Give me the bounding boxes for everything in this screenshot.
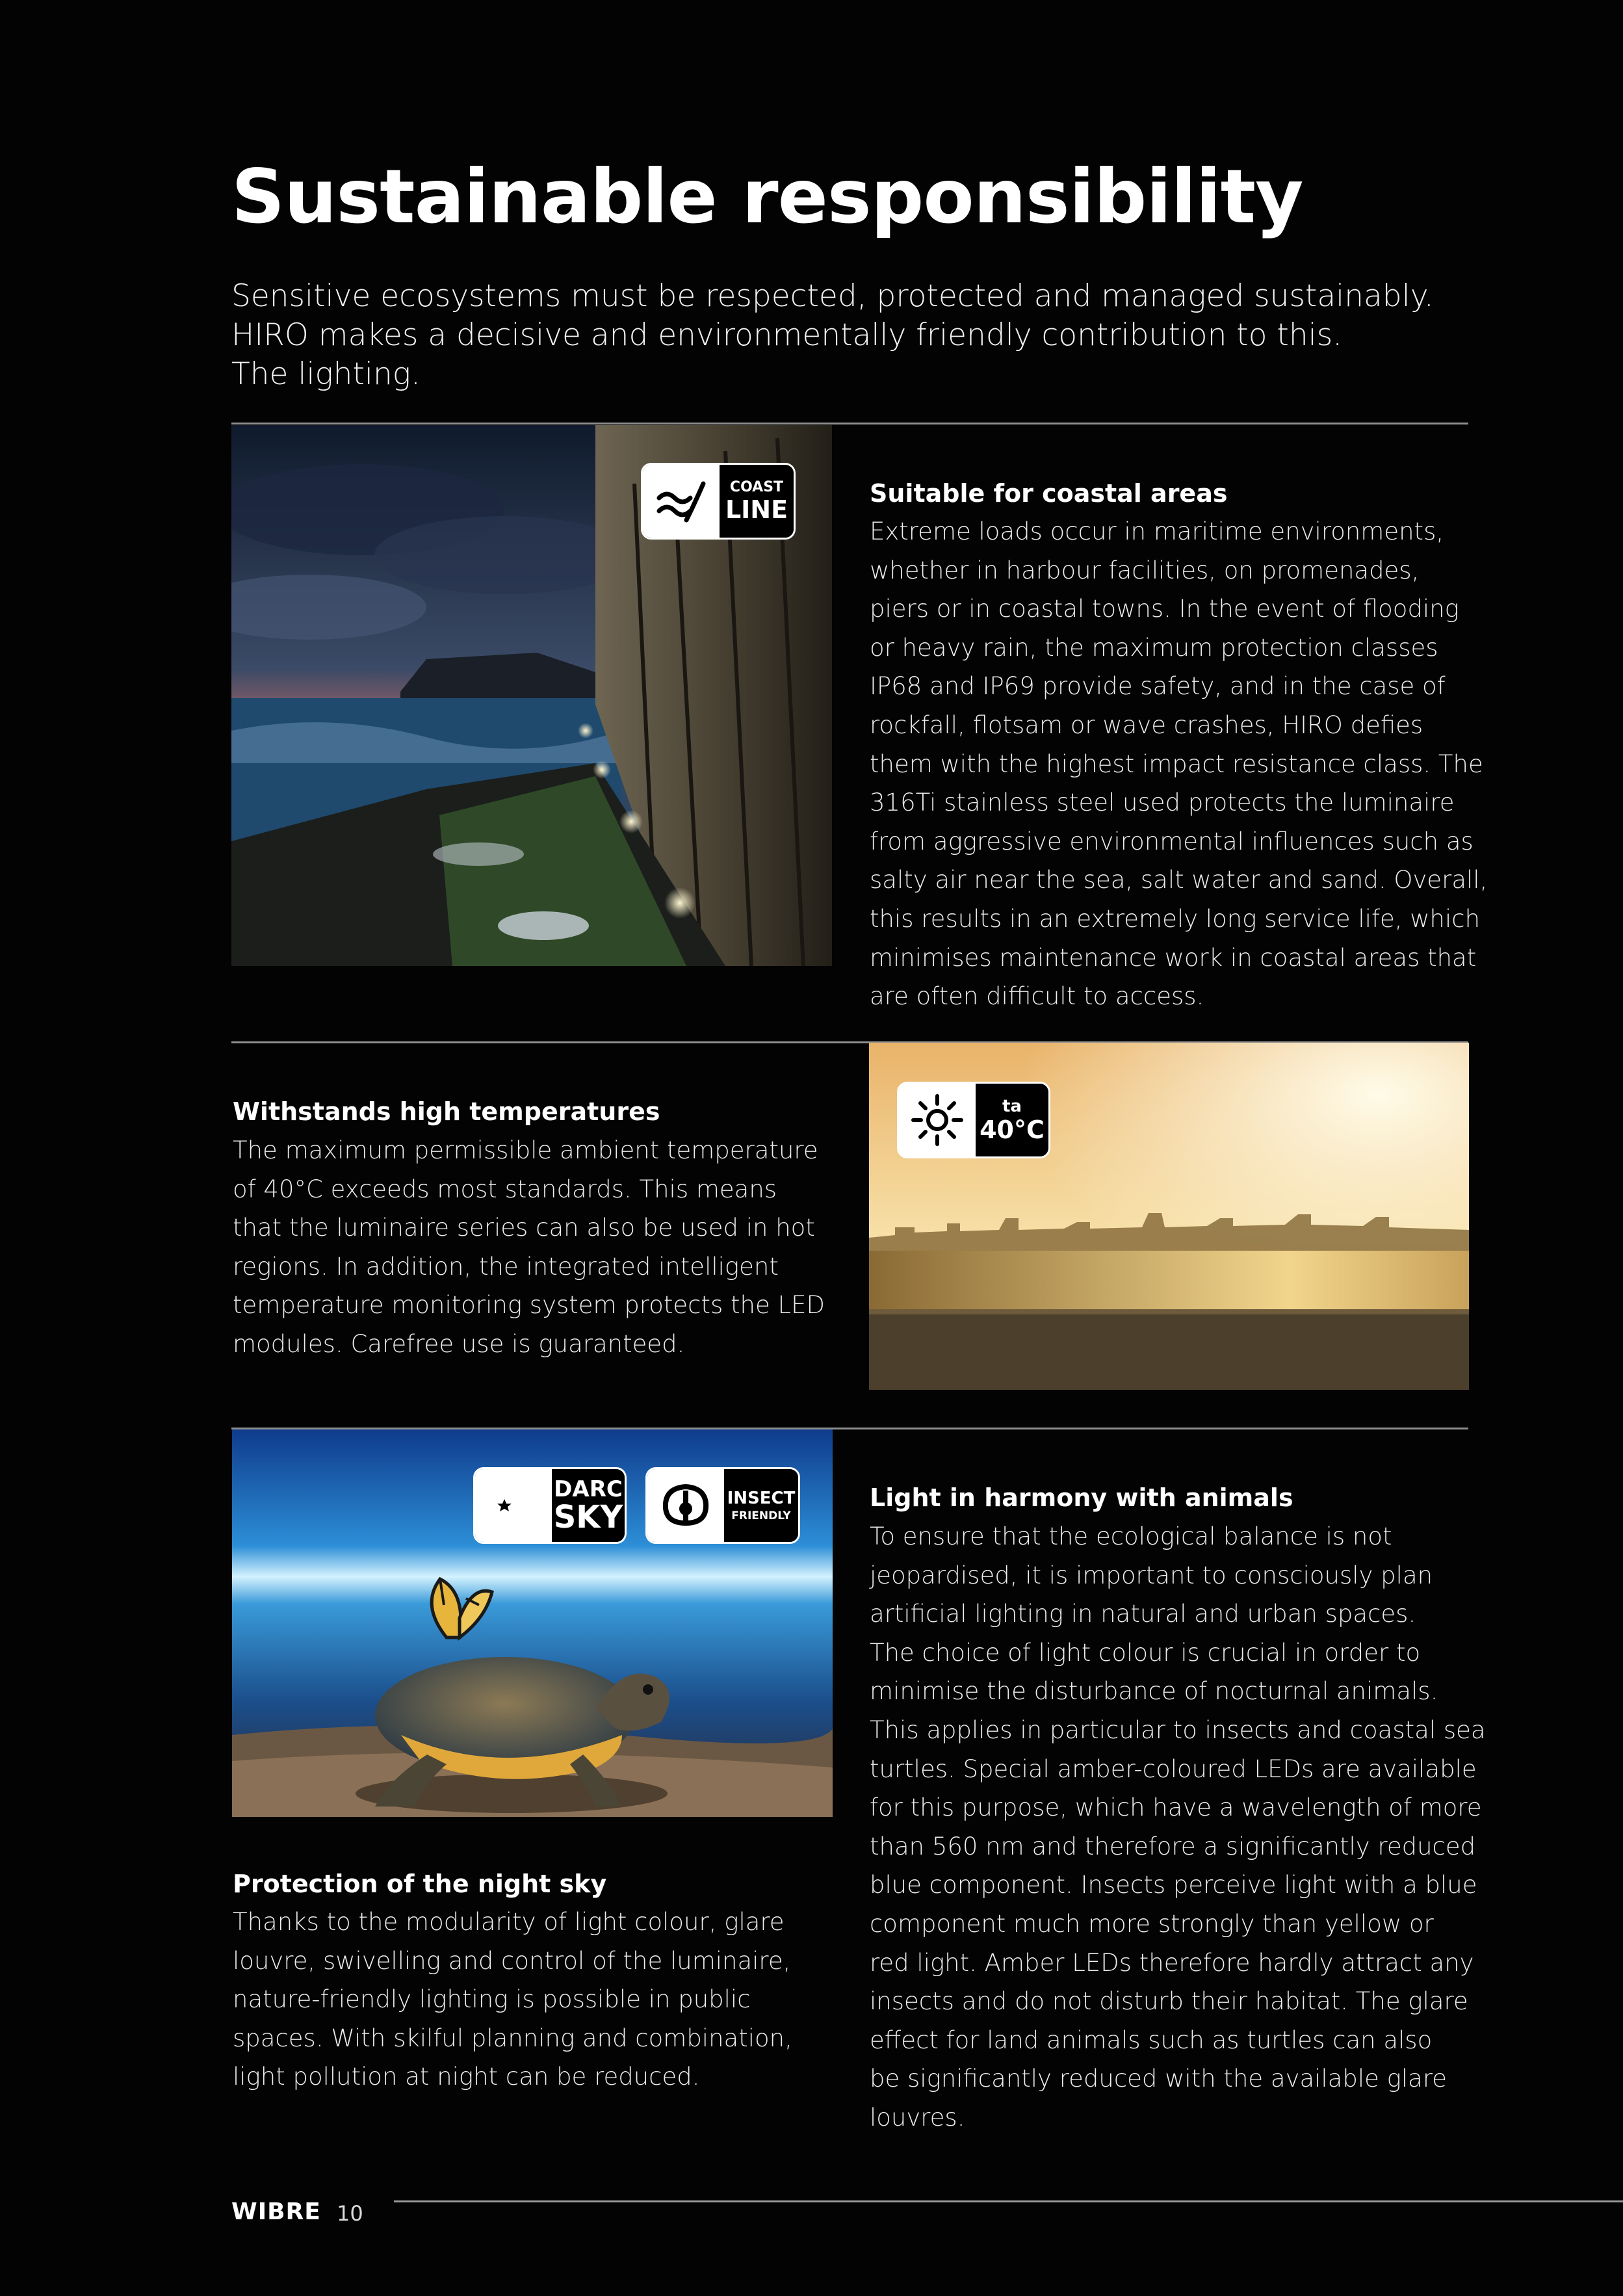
intro-line: The lighting. — [231, 356, 421, 392]
insect-friendly-badge — [645, 1467, 800, 1544]
temperature-heading: Withstands high temperatures — [233, 1097, 660, 1126]
body-line: 316Ti stainless steel used protects the luminaire — [870, 789, 1455, 817]
body-line: rockfall, flotsam or wave crashes, HIRO defies — [870, 711, 1423, 739]
body-line: insects and do not disturb their habitat. The glare — [870, 1987, 1468, 2016]
body-line: whether in harbour facilities, on promenades, — [870, 556, 1420, 584]
temperature-body — [233, 1131, 825, 1364]
intro-line: HIRO makes a decisive and environmentally friendly contribution to this. — [231, 317, 1343, 353]
body-line: louvre, swivelling and control of the luminaire, — [233, 1946, 791, 1975]
body-line: To ensure that the ecological balance is not — [870, 1522, 1392, 1550]
body-line: salty air near the sea, salt water and sand. Overall, — [870, 866, 1488, 894]
body-line: The maximum permissible ambient temperature — [233, 1136, 818, 1164]
badge-label-bottom: FRIENDLY — [731, 1509, 791, 1522]
body-line: turtles. Special amber-coloured LEDs are available — [870, 1755, 1477, 1783]
body-line: jeopardised, it is important to consciously plan — [870, 1561, 1433, 1589]
body-line: louvres. — [870, 2103, 965, 2132]
body-line: that the luminaire series can also be used in hot — [233, 1214, 815, 1242]
body-line: artificial lighting in natural and urban spaces. — [870, 1600, 1416, 1628]
body-line: are often difficult to access. — [870, 982, 1204, 1011]
badge-label-bottom: SKY — [553, 1499, 623, 1535]
coastal-body — [870, 512, 1487, 1016]
badge-label-bottom: LINE — [725, 495, 788, 524]
body-line: effect for land animals such as turtles can also — [870, 2026, 1433, 2054]
body-line: them with the highest impact resistance class. The — [870, 750, 1483, 778]
sun-icon — [899, 1084, 976, 1156]
coastal-heading: Suitable for coastal areas — [870, 479, 1228, 508]
body-line: from aggressive environmental influences such as — [870, 827, 1474, 855]
body-line: regions. In addition, the integrated intelligent — [233, 1252, 779, 1281]
body-line: red light. Amber LEDs therefore hardly attract any — [870, 1948, 1474, 1977]
body-line: for this purpose, which have a wavelength of more — [870, 1794, 1482, 1822]
body-line: be significantly reduced with the available glare — [870, 2065, 1447, 2093]
body-line: this results in an extremely long service life, which — [870, 904, 1481, 933]
body-line: minimise the disturbance of nocturnal animals. — [870, 1677, 1438, 1706]
body-line: of 40°C exceeds most standards. This means — [233, 1175, 777, 1203]
footer-divider — [394, 2200, 1623, 2202]
waves-icon — [643, 465, 720, 538]
badge-label-bottom: 40°C — [980, 1115, 1045, 1144]
night-sky-body — [233, 1903, 792, 2096]
darc-sky-badge — [473, 1467, 627, 1544]
intro-line: Sensitive ecosystems must be respected, protected and managed sustainably. — [231, 278, 1434, 314]
badge-label-top: DARC — [554, 1476, 623, 1502]
page-title: Sustainable responsibility — [231, 153, 1303, 240]
body-line: piers or in coastal towns. In the event of flooding — [870, 595, 1459, 623]
body-line: spaces. With skilful planning and combination, — [233, 2024, 792, 2052]
body-line: IP68 and IP69 provide safety, and in the case of — [870, 672, 1446, 701]
body-line: or heavy rain, the maximum protection classes — [870, 633, 1438, 662]
night-sky-heading: Protection of the night sky — [233, 1870, 607, 1898]
body-line: component much more strongly than yellow or — [870, 1909, 1434, 1938]
animals-heading: Light in harmony with animals — [870, 1483, 1293, 1512]
divider — [231, 423, 1468, 424]
temperature-badge — [897, 1082, 1050, 1158]
body-line: Extreme loads occur in maritime environments, — [870, 517, 1444, 545]
page-number: 10 — [337, 2201, 363, 2226]
moon-star-icon — [475, 1469, 552, 1542]
body-line: nature-friendly lighting is possible in public — [233, 1985, 751, 2014]
animals-body — [870, 1517, 1486, 2137]
badge-label-top: COAST — [729, 479, 784, 495]
insect-icon — [647, 1469, 724, 1542]
badge-label-top: ta — [1002, 1097, 1022, 1116]
coast-line-badge — [641, 463, 796, 540]
body-line: than 560 nm and therefore a significantly reduced — [870, 1832, 1476, 1860]
badge-label-top: INSECT — [727, 1488, 796, 1508]
brand-logo: WIBRE — [231, 2198, 321, 2225]
body-line: modules. Carefree use is guaranteed. — [233, 1329, 685, 1358]
intro-paragraph — [231, 277, 1499, 394]
body-line: minimises maintenance work in coastal areas that — [870, 943, 1477, 972]
body-line: This applies in particular to insects and coastal sea — [870, 1715, 1486, 1744]
body-line: The choice of light colour is crucial in order to — [870, 1638, 1421, 1667]
body-line: blue component. Insects perceive light with a blue — [870, 1871, 1477, 1899]
body-line: Thanks to the modularity of light colour, glare — [233, 1908, 785, 1936]
body-line: light pollution at night can be reduced. — [233, 2063, 700, 2091]
body-line: temperature monitoring system protects the LED — [233, 1291, 825, 1320]
